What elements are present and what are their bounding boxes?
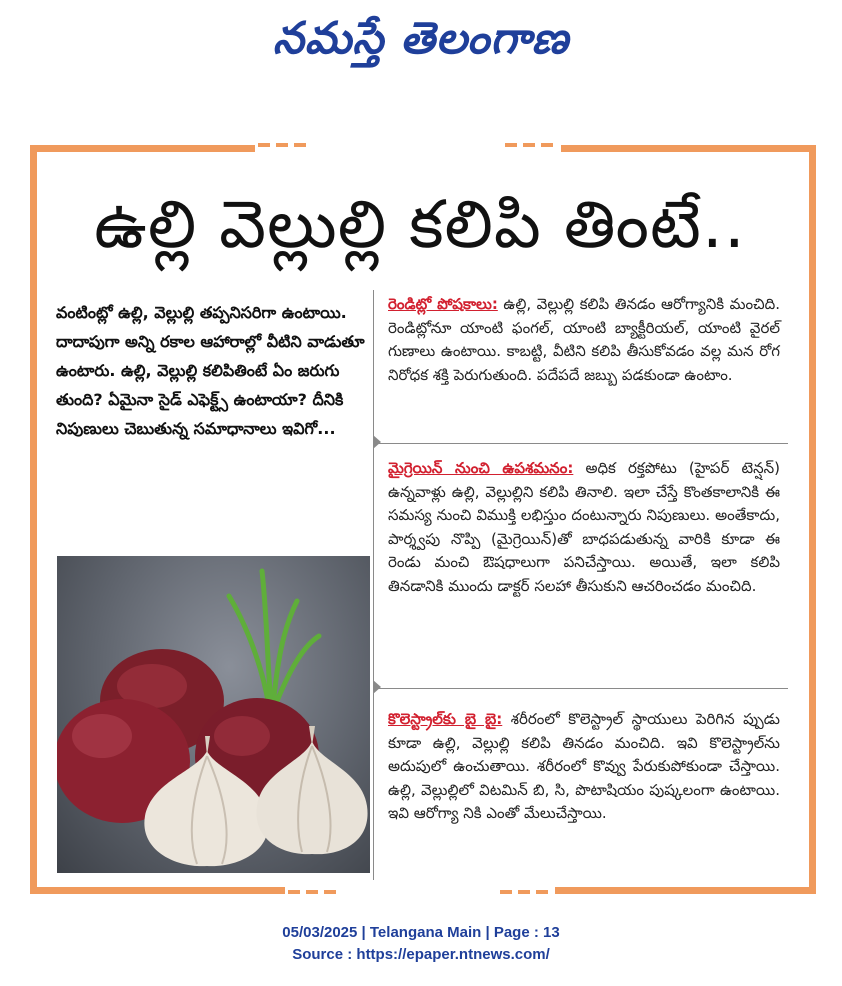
footer-source-link[interactable]: Source : https://epaper.ntnews.com/ — [292, 946, 550, 963]
frame-dash-top-right — [505, 143, 557, 147]
section-body: అధిక రక్తపోటు (హైపర్ టెన్షన్) ఉన్నవాళ్లు ఉల్లి, వెల్లుల్లిని కలిపి తినాలి. ఇలా చేస్తే కొంతకాలానికి ఈ సమస్య నుంచి విముక్తి లభిస్తుం దంటున్నారు నిపుణులు. అంతేకాదు, పార్శ్వపు నొప్పి (మైగ్రెయిన్)తో బాధపడుతున్న వారికి కూడా ఈ రెండు మంచి ఔషధాలుగా పనిచేస్తాయి. అయితే, ఇలా కలిపి తినడానికి ముందు డాక్టర్ సలహా తీసుకుని ఆచరించడం మంచిది. — [388, 459, 780, 595]
frame-dash-bottom-right — [500, 890, 552, 894]
section-cholesterol — [388, 708, 780, 826]
footer-edition-info: 05/03/2025 | Telangana Main | Page : 13 — [282, 924, 560, 941]
section-divider — [373, 688, 788, 689]
section-pointer — [373, 680, 381, 694]
section-body: శరీరంలో కొలెస్ట్రాల్ స్థాయులు పెరిగిన ప్పుడు కూడా ఉల్లి, వెల్లుల్లి కలిపి తినడం మంచిది. ఇవి కొలెస్ట్రాల్‌ను అదుపులో ఉంచుతాయి. శరీరంలో కొవ్వు పేరుకుపోకుండా చేస్తాయి. ఉల్లి, వెల్లుల్లిలో విటమిన్ బి, సి, పొటాషియం పుష్కలంగా ఉంటాయి. ఇవి ఆరోగ్యా నికి ఎంతో మేలుచేస్తాయి. — [388, 710, 780, 822]
masthead — [0, 4, 842, 74]
column-divider — [373, 290, 374, 880]
section-heading: రెండిట్లో పోషకాలు: — [388, 295, 498, 313]
article-headline: ఉల్లి వెల్లుల్లి కలిపి తింటే.. — [94, 186, 746, 263]
onion-garlic-photo — [57, 556, 370, 873]
section-heading: మైగ్రెయిన్ నుంచి ఉపశమనం: — [388, 459, 574, 477]
frame-dash-top-left — [258, 143, 310, 147]
section-pointer — [373, 435, 381, 449]
newspaper-logo: నమస్తే తెలంగాణ — [272, 13, 570, 64]
section-migraine — [388, 457, 780, 598]
section-nutrients — [388, 293, 780, 387]
section-divider — [373, 443, 788, 444]
frame-dash-bottom-left — [288, 890, 340, 894]
section-heading: కొలెస్ట్రాల్‌కు బై బై: — [388, 710, 503, 728]
section-body: ఉల్లి, వెల్లుల్లి కలిపి తినడం ఆరోగ్యానికి మంచిది. రెండిట్లోనూ యాంటి ఫంగల్, యాంటి బ్యాక్టీరియల్, యాంటి వైరల్ గుణాలు ఉంటాయి. కాబట్టి, వీటిని కలిపి తీసుకోవడం వల్ల మన రోగ నిరోధక శక్తి పెరుగుతుంది. పదేపదే జబ్బు పడకుండా ఉంటాం. — [388, 295, 780, 384]
onion-garlic-illustration — [57, 556, 370, 873]
article-intro: వంటింట్లో ఉల్లి, వెల్లుల్లి తప్పనిసరిగా ఉంటాయి. దాదాపుగా అన్ని రకాల ఆహారాల్లో వీటిని వాడుతూ ఉంటారు. ఉల్లి, వెల్లుల్లి కలిపితింటే ఏం జరుగు తుంది? ఏమైనా సైడ్ ఎఫెక్ట్స్ ఉంటాయా? దీనికి నిపుణులు చెబుతున్న సమాధానాలు ఇవిగో... — [56, 303, 365, 438]
